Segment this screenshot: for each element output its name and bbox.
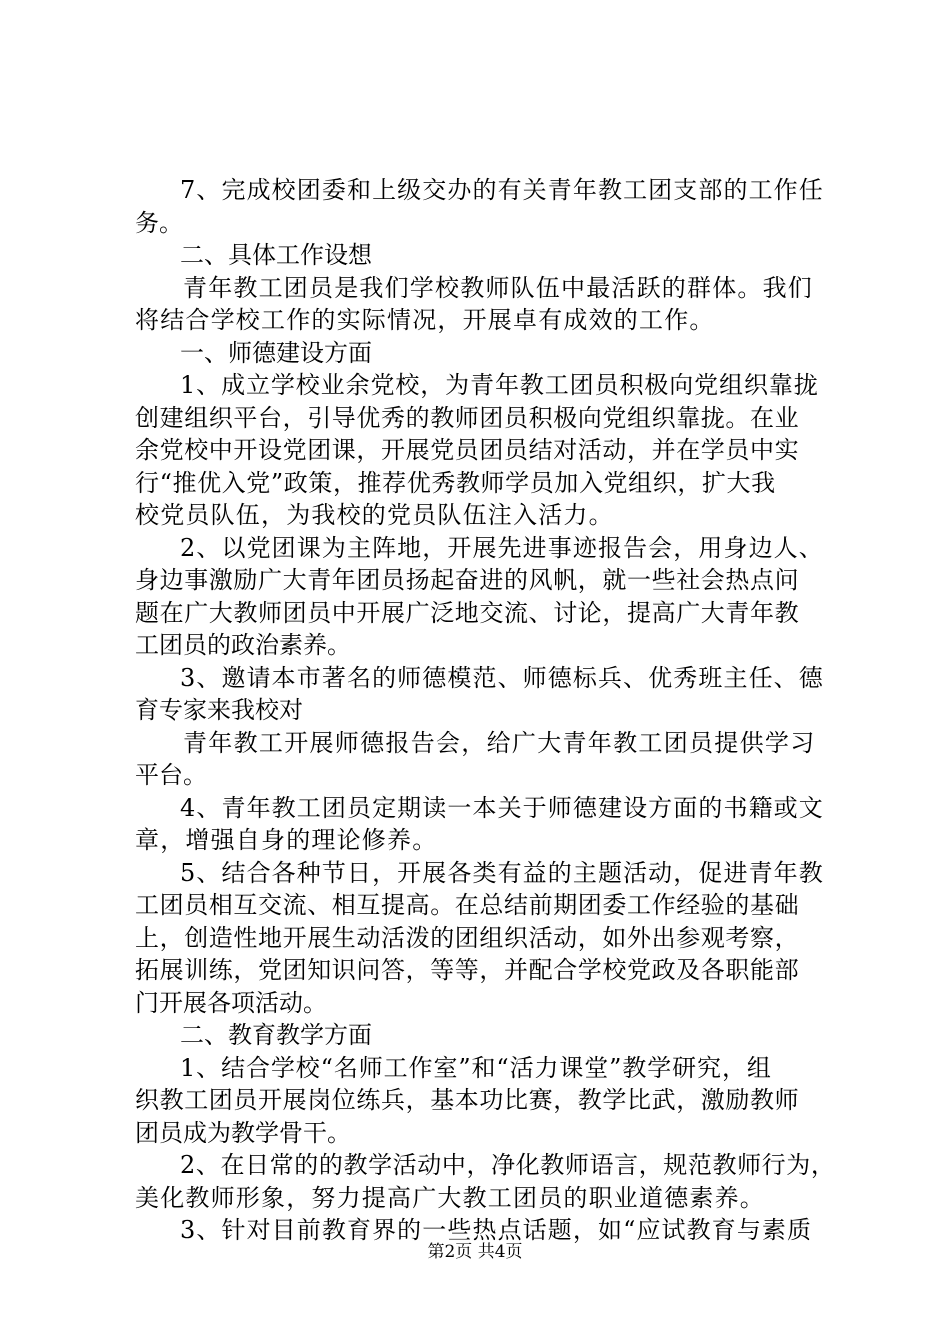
text-line: 育专家来我校对 (135, 696, 303, 724)
text-line: 织教工团员开展岗位练兵，基本功比赛，教学比武，激励教师 (135, 1086, 800, 1114)
text-line: 行“推优入党”政策，推荐优秀教师学员加入党组织，扩大我 (135, 468, 776, 497)
text-line: 1、成立学校业余党校，为青年教工团员积极向党组织靠拢 (180, 371, 819, 399)
section-heading: 一、师德建设方面 (180, 338, 372, 367)
page-footer: 第2页 共4页 (427, 1242, 523, 1262)
text-line: 校党员队伍，为我校的党员队伍注入活力。 (135, 501, 614, 529)
text-line: 章，增强自身的理论修养。 (135, 826, 438, 854)
text-line: 4、青年教工团员定期读一本关于师德建设方面的书籍或文 (180, 793, 824, 822)
text-line: 5、结合各种节日，开展各类有益的主题活动，促进青年教 (180, 858, 824, 887)
text-line: 平台。 (135, 761, 207, 789)
text-line: 7、完成校团委和上级交办的有关青年教工团支部的工作任 (180, 176, 824, 204)
text-line: 1、结合学校“名师工作室”和“活力课堂”教学研究，组 (180, 1053, 772, 1082)
text-line: 青年教工开展师德报告会，给广大青年教工团员提供学习 (183, 728, 816, 757)
section-heading: 二、具体工作设想 (180, 241, 372, 269)
text-line: 务。 (135, 208, 183, 237)
text-line: 美化教师形象，努力提高广大教工团员的职业道德素养。 (135, 1183, 765, 1212)
text-line: 余党校中开设党团课，开展党员团员结对活动，并在学员中实 (135, 436, 800, 464)
text-line: 3、针对目前教育界的一些热点话题，如“应试教育与素质 (180, 1216, 813, 1244)
text-line: 2、以党团课为主阵地，开展先进事迹报告会，用身边人、 (180, 533, 824, 562)
text-line: 工团员的政治素养。 (135, 631, 351, 659)
text-line: 题在广大教师团员中开展广泛地交流、讨论，提高广大青年教 (135, 598, 800, 627)
text-line: 将结合学校工作的实际情况，开展卓有成效的工作。 (135, 306, 715, 334)
text-line: 3、邀请本市著名的师德模范、师德标兵、优秀班主任、德 (180, 663, 824, 692)
text-line: 青年教工团员是我们学校教师队伍中最活跃的群体。我们 (183, 273, 813, 302)
text-line: 2、在日常的的教学活动中，净化教师语言，规范教师行为， (180, 1151, 836, 1179)
text-line: 团员成为教学骨干。 (135, 1118, 351, 1147)
text-line: 创建组织平台，引导优秀的教师团员积极向党组织靠拢。在业 (135, 403, 800, 432)
text-line: 门开展各项活动。 (135, 988, 327, 1017)
text-line: 上，创造性地开展生动活泼的团组织活动，如外出参观考察， (135, 923, 800, 952)
text-line: 工团员相互交流、相互提高。在总结前期团委工作经验的基础 (135, 891, 800, 919)
section-heading: 二、教育教学方面 (180, 1021, 372, 1049)
text-line: 身边事激励广大青年团员扬起奋进的风帆，就一些社会热点问 (135, 566, 800, 594)
text-line: 拓展训练，党团知识问答，等等，并配合学校党政及各职能部 (135, 956, 800, 984)
